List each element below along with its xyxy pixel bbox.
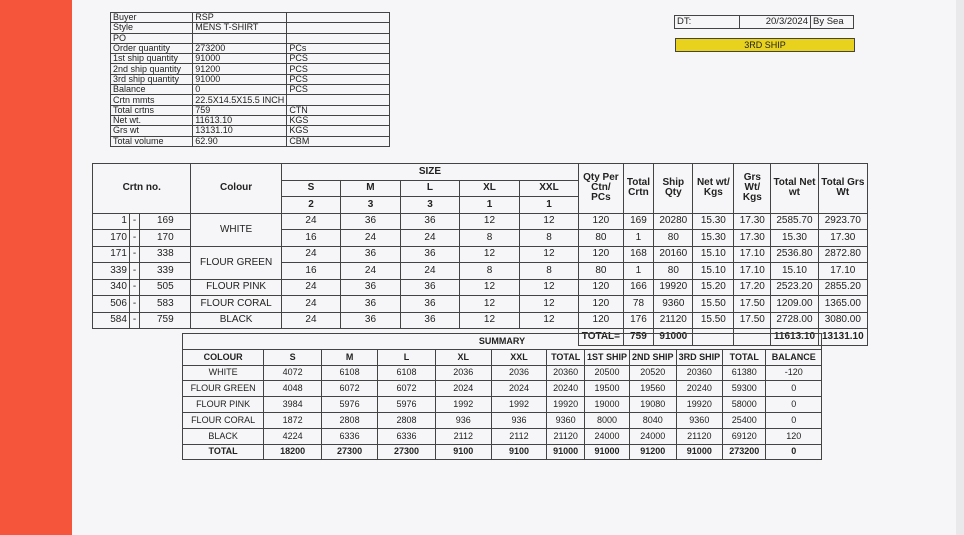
cell-per-ctn: 80 bbox=[579, 263, 623, 280]
info-label: Net wt. bbox=[111, 115, 193, 125]
background-edge-right bbox=[956, 0, 964, 535]
crtn-to: 339 bbox=[140, 263, 191, 280]
crtn-to: 338 bbox=[140, 246, 191, 263]
info-label: PO bbox=[111, 33, 193, 43]
info-value: 759 bbox=[193, 105, 287, 115]
size-label: XL bbox=[460, 180, 520, 197]
summary-cell: 8000 bbox=[585, 412, 630, 428]
packing-table bbox=[92, 163, 868, 346]
summary-cell: 936 bbox=[491, 412, 547, 428]
summary-cell: 58000 bbox=[723, 397, 766, 413]
crtn-from: 1 bbox=[93, 213, 130, 230]
summary-cell: 6108 bbox=[378, 365, 436, 381]
summary-total-cell: 273200 bbox=[723, 444, 766, 460]
summary-cell: 120 bbox=[766, 428, 822, 444]
cell-net: 15.30 bbox=[693, 230, 734, 247]
cell-ship: 19920 bbox=[654, 279, 693, 296]
size-qty: 24 bbox=[281, 213, 341, 230]
crtn-from: 506 bbox=[93, 296, 130, 313]
cell-tnet: 2536.80 bbox=[771, 246, 818, 263]
total-grs-header: Total Grs Wt bbox=[818, 164, 867, 214]
size-ratio: 3 bbox=[400, 197, 460, 214]
summary-header: 2ND SHIP bbox=[630, 349, 677, 365]
size-qty: 36 bbox=[341, 213, 401, 230]
summary-cell: 2112 bbox=[491, 428, 547, 444]
crtn-from: 584 bbox=[93, 312, 130, 329]
cell-tnet: 2523.20 bbox=[771, 279, 818, 296]
info-unit bbox=[287, 95, 390, 105]
summary-cell: 21120 bbox=[547, 428, 585, 444]
size-qty: 12 bbox=[519, 213, 579, 230]
info-row bbox=[111, 136, 390, 146]
summary-total-cell: 91000 bbox=[585, 444, 630, 460]
crtn-from: 170 bbox=[93, 230, 130, 247]
summary-table bbox=[182, 333, 822, 460]
crtn-to: 759 bbox=[140, 312, 191, 329]
summary-total-cell: 27300 bbox=[322, 444, 378, 460]
info-label: Balance bbox=[111, 85, 193, 95]
size-qty: 36 bbox=[400, 213, 460, 230]
info-row bbox=[111, 13, 390, 23]
summary-cell: 4048 bbox=[264, 381, 322, 397]
info-unit: KGS bbox=[287, 115, 390, 125]
total-crtn-header: Total Crtn bbox=[623, 164, 654, 214]
size-qty: 36 bbox=[400, 312, 460, 329]
summary-header: 1ST SHIP bbox=[585, 349, 630, 365]
crtn-to: 505 bbox=[140, 279, 191, 296]
size-qty: 8 bbox=[519, 263, 579, 280]
size-qty: 16 bbox=[281, 230, 341, 247]
summary-cell: 8040 bbox=[630, 412, 677, 428]
summary-cell: 20520 bbox=[630, 365, 677, 381]
crtn-to: 170 bbox=[140, 230, 191, 247]
size-qty: 8 bbox=[460, 230, 520, 247]
summary-header: S bbox=[264, 349, 322, 365]
cell-tgrs: 17.30 bbox=[818, 230, 867, 247]
summary-row bbox=[183, 381, 822, 397]
packing-row bbox=[93, 312, 868, 329]
packing-row bbox=[93, 246, 868, 263]
size-qty: 36 bbox=[341, 312, 401, 329]
colour-cell: FLOUR CORAL bbox=[191, 296, 281, 313]
cell-tnet: 15.10 bbox=[771, 263, 818, 280]
summary-cell: WHITE bbox=[183, 365, 264, 381]
summary-cell: 4072 bbox=[264, 365, 322, 381]
cell-crtn: 166 bbox=[623, 279, 654, 296]
info-row bbox=[111, 33, 390, 43]
grs-wt-header: Grs Wt/ Kgs bbox=[734, 164, 771, 214]
size-ratio: 2 bbox=[281, 197, 341, 214]
cell-ship: 21120 bbox=[654, 312, 693, 329]
info-unit: PCs bbox=[287, 43, 390, 53]
info-value: 11613.10 bbox=[193, 115, 287, 125]
crtn-separator: - bbox=[129, 230, 139, 247]
cell-tnet: 1209.00 bbox=[771, 296, 818, 313]
ship-qty-header: Ship Qty bbox=[654, 164, 693, 214]
summary-cell: 1992 bbox=[491, 397, 547, 413]
summary-cell: 19920 bbox=[547, 397, 585, 413]
ship-badge: 3RD SHIP bbox=[675, 38, 855, 52]
qty-per-ctn-header: Qty Per Ctn/ PCs bbox=[579, 164, 623, 214]
info-value: 91000 bbox=[193, 54, 287, 64]
info-unit: PCS bbox=[287, 64, 390, 74]
cell-tnet: 2585.70 bbox=[771, 213, 818, 230]
summary-total-cell: 91000 bbox=[547, 444, 585, 460]
size-qty: 12 bbox=[519, 296, 579, 313]
packing-row bbox=[93, 279, 868, 296]
summary-cell: 20240 bbox=[676, 381, 723, 397]
cell-net: 15.30 bbox=[693, 213, 734, 230]
cell-per-ctn: 120 bbox=[579, 296, 623, 313]
summary-cell: 2808 bbox=[322, 412, 378, 428]
info-label: Grs wt bbox=[111, 126, 193, 136]
colour-cell: BLACK bbox=[191, 312, 281, 329]
crtn-separator: - bbox=[129, 246, 139, 263]
total-grs: 13131.10 bbox=[818, 329, 867, 346]
summary-cell: 0 bbox=[766, 412, 822, 428]
info-label: Total volume bbox=[111, 136, 193, 146]
size-qty: 12 bbox=[460, 279, 520, 296]
cell-tgrs: 17.10 bbox=[818, 263, 867, 280]
summary-cell: -120 bbox=[766, 365, 822, 381]
summary-total-cell: 91200 bbox=[630, 444, 677, 460]
summary-total-cell: 91000 bbox=[676, 444, 723, 460]
cell-crtn: 168 bbox=[623, 246, 654, 263]
size-qty: 36 bbox=[400, 246, 460, 263]
crtn-no-header: Crtn no. bbox=[93, 164, 191, 214]
summary-cell: 2036 bbox=[491, 365, 547, 381]
total-net-header: Total Net wt bbox=[771, 164, 818, 214]
cell-per-ctn: 120 bbox=[579, 246, 623, 263]
info-label: Order quantity bbox=[111, 43, 193, 53]
summary-row bbox=[183, 397, 822, 413]
size-qty: 36 bbox=[341, 279, 401, 296]
info-row bbox=[111, 74, 390, 84]
size-qty: 24 bbox=[281, 296, 341, 313]
info-unit bbox=[287, 13, 390, 23]
summary-header: BALANCE bbox=[766, 349, 822, 365]
date-value: 20/3/2024 bbox=[740, 16, 811, 29]
info-unit: PCS bbox=[287, 85, 390, 95]
info-value: 91000 bbox=[193, 74, 287, 84]
colour-cell: FLOUR GREEN bbox=[191, 246, 281, 279]
colour-cell: FLOUR PINK bbox=[191, 279, 281, 296]
cell-tgrs: 3080.00 bbox=[818, 312, 867, 329]
info-label: Style bbox=[111, 23, 193, 33]
info-label: Buyer bbox=[111, 13, 193, 23]
info-label: 1st ship quantity bbox=[111, 54, 193, 64]
crtn-separator: - bbox=[129, 312, 139, 329]
summary-cell: 19920 bbox=[676, 397, 723, 413]
cell-tgrs: 2872.80 bbox=[818, 246, 867, 263]
info-unit: PCS bbox=[287, 74, 390, 84]
crtn-separator: - bbox=[129, 263, 139, 280]
summary-row bbox=[183, 412, 822, 428]
summary-header: TOTAL bbox=[723, 349, 766, 365]
info-label: 3rd ship quantity bbox=[111, 74, 193, 84]
crtn-separator: - bbox=[129, 279, 139, 296]
summary-row bbox=[183, 428, 822, 444]
size-qty: 16 bbox=[281, 263, 341, 280]
size-qty: 36 bbox=[341, 246, 401, 263]
summary-cell: 21120 bbox=[676, 428, 723, 444]
colour-cell: WHITE bbox=[191, 213, 281, 246]
summary-cell: 59300 bbox=[723, 381, 766, 397]
cell-grs: 17.30 bbox=[734, 230, 771, 247]
summary-cell: FLOUR GREEN bbox=[183, 381, 264, 397]
crtn-to: 583 bbox=[140, 296, 191, 313]
summary-header: XL bbox=[435, 349, 491, 365]
summary-cell: 2112 bbox=[435, 428, 491, 444]
summary-cell: 20500 bbox=[585, 365, 630, 381]
summary-cell: 6108 bbox=[322, 365, 378, 381]
cell-crtn: 1 bbox=[623, 230, 654, 247]
summary-cell: 20240 bbox=[547, 381, 585, 397]
info-value: 91200 bbox=[193, 64, 287, 74]
cell-grs: 17.20 bbox=[734, 279, 771, 296]
cell-per-ctn: 80 bbox=[579, 230, 623, 247]
summary-cell: 24000 bbox=[585, 428, 630, 444]
cell-tgrs: 2923.70 bbox=[818, 213, 867, 230]
size-qty: 36 bbox=[400, 279, 460, 296]
summary-cell: 9360 bbox=[676, 412, 723, 428]
cell-tgrs: 1365.00 bbox=[818, 296, 867, 313]
size-ratio: 1 bbox=[460, 197, 520, 214]
summary-cell: 3984 bbox=[264, 397, 322, 413]
total-label: TOTAL= bbox=[579, 329, 623, 346]
summary-cell: 6336 bbox=[322, 428, 378, 444]
summary-header: COLOUR bbox=[183, 349, 264, 365]
summary-cell: 0 bbox=[766, 381, 822, 397]
summary-cell: 24000 bbox=[630, 428, 677, 444]
cell-crtn: 169 bbox=[623, 213, 654, 230]
info-row bbox=[111, 115, 390, 125]
info-row bbox=[111, 126, 390, 136]
info-row bbox=[111, 23, 390, 33]
size-qty: 36 bbox=[400, 296, 460, 313]
size-qty: 12 bbox=[519, 246, 579, 263]
summary-cell: 6336 bbox=[378, 428, 436, 444]
info-unit bbox=[287, 33, 390, 43]
size-label: M bbox=[341, 180, 401, 197]
cell-per-ctn: 120 bbox=[579, 312, 623, 329]
summary-total-row bbox=[183, 444, 822, 460]
info-row bbox=[111, 54, 390, 64]
summary-cell: 936 bbox=[435, 412, 491, 428]
crtn-separator: - bbox=[129, 296, 139, 313]
cell-ship: 20280 bbox=[654, 213, 693, 230]
background-edge bbox=[0, 0, 72, 535]
summary-cell: 4224 bbox=[264, 428, 322, 444]
summary-cell: FLOUR PINK bbox=[183, 397, 264, 413]
summary-cell: 1872 bbox=[264, 412, 322, 428]
ship-mode: By Sea bbox=[811, 16, 854, 29]
cell-tgrs: 2855.20 bbox=[818, 279, 867, 296]
cell-grs: 17.30 bbox=[734, 213, 771, 230]
info-row bbox=[111, 43, 390, 53]
cell-ship: 80 bbox=[654, 230, 693, 247]
cell-ship: 20160 bbox=[654, 246, 693, 263]
net-wt-header: Net wt/ Kgs bbox=[693, 164, 734, 214]
info-label: Total crtns bbox=[111, 105, 193, 115]
summary-cell: 19560 bbox=[630, 381, 677, 397]
size-qty: 12 bbox=[460, 246, 520, 263]
info-unit: CTN bbox=[287, 105, 390, 115]
size-ratio: 3 bbox=[341, 197, 401, 214]
total-net: 11613.10 bbox=[771, 329, 818, 346]
size-qty: 24 bbox=[400, 263, 460, 280]
summary-header: M bbox=[322, 349, 378, 365]
cell-per-ctn: 120 bbox=[579, 213, 623, 230]
size-qty: 24 bbox=[341, 263, 401, 280]
summary-cell: 6072 bbox=[322, 381, 378, 397]
size-qty: 12 bbox=[460, 213, 520, 230]
info-unit: CBM bbox=[287, 136, 390, 146]
crtn-from: 171 bbox=[93, 246, 130, 263]
cell-per-ctn: 120 bbox=[579, 279, 623, 296]
summary-cell: 25400 bbox=[723, 412, 766, 428]
total-crtn: 759 bbox=[623, 329, 654, 346]
size-ratio: 1 bbox=[519, 197, 579, 214]
info-row bbox=[111, 105, 390, 115]
summary-total-cell: 18200 bbox=[264, 444, 322, 460]
info-value: 22.5X14.5X15.5 INCH bbox=[193, 95, 287, 105]
crtn-from: 339 bbox=[93, 263, 130, 280]
size-qty: 24 bbox=[400, 230, 460, 247]
cell-net: 15.10 bbox=[693, 246, 734, 263]
date-label: DT: bbox=[675, 16, 740, 29]
size-label: XXL bbox=[519, 180, 579, 197]
info-unit bbox=[287, 23, 390, 33]
packing-row bbox=[93, 213, 868, 230]
cell-tnet: 2728.00 bbox=[771, 312, 818, 329]
size-qty: 36 bbox=[341, 296, 401, 313]
summary-title: SUMMARY bbox=[183, 334, 822, 350]
summary-cell: 5976 bbox=[322, 397, 378, 413]
size-qty: 12 bbox=[519, 312, 579, 329]
cell-net: 15.50 bbox=[693, 312, 734, 329]
summary-cell: 19080 bbox=[630, 397, 677, 413]
summary-row bbox=[183, 365, 822, 381]
cell-grs: 17.10 bbox=[734, 246, 771, 263]
info-value bbox=[193, 33, 287, 43]
info-label: 2nd ship quantity bbox=[111, 64, 193, 74]
summary-cell: 2808 bbox=[378, 412, 436, 428]
info-row bbox=[111, 85, 390, 95]
summary-cell: 61380 bbox=[723, 365, 766, 381]
cell-ship: 80 bbox=[654, 263, 693, 280]
summary-total-cell: 27300 bbox=[378, 444, 436, 460]
summary-total-cell: 0 bbox=[766, 444, 822, 460]
size-qty: 12 bbox=[460, 296, 520, 313]
summary-cell: 5976 bbox=[378, 397, 436, 413]
summary-cell: BLACK bbox=[183, 428, 264, 444]
summary-cell: FLOUR CORAL bbox=[183, 412, 264, 428]
size-label: L bbox=[400, 180, 460, 197]
summary-cell: 6072 bbox=[378, 381, 436, 397]
summary-cell: 20360 bbox=[547, 365, 585, 381]
size-qty: 12 bbox=[460, 312, 520, 329]
info-row bbox=[111, 64, 390, 74]
size-qty: 24 bbox=[281, 246, 341, 263]
summary-cell: 2024 bbox=[435, 381, 491, 397]
size-qty: 24 bbox=[281, 279, 341, 296]
cell-net: 15.20 bbox=[693, 279, 734, 296]
info-unit: KGS bbox=[287, 126, 390, 136]
info-row bbox=[111, 95, 390, 105]
colour-header: Colour bbox=[191, 164, 281, 214]
summary-cell: 2024 bbox=[491, 381, 547, 397]
size-qty: 24 bbox=[281, 312, 341, 329]
summary-cell: 19500 bbox=[585, 381, 630, 397]
summary-cell: 1992 bbox=[435, 397, 491, 413]
summary-header: XXL bbox=[491, 349, 547, 365]
cell-grs: 17.50 bbox=[734, 296, 771, 313]
summary-cell: 19000 bbox=[585, 397, 630, 413]
crtn-to: 169 bbox=[140, 213, 191, 230]
packing-row bbox=[93, 296, 868, 313]
size-qty: 8 bbox=[519, 230, 579, 247]
size-header: SIZE bbox=[281, 164, 579, 181]
summary-total-cell: 9100 bbox=[491, 444, 547, 460]
summary-cell: 2036 bbox=[435, 365, 491, 381]
summary-header: L bbox=[378, 349, 436, 365]
summary-cell: 9360 bbox=[547, 412, 585, 428]
summary-total-cell: 9100 bbox=[435, 444, 491, 460]
summary-cell: 69120 bbox=[723, 428, 766, 444]
info-value: 62.90 bbox=[193, 136, 287, 146]
size-qty: 24 bbox=[341, 230, 401, 247]
total-ship: 91000 bbox=[654, 329, 693, 346]
cell-grs: 17.50 bbox=[734, 312, 771, 329]
summary-cell: 20360 bbox=[676, 365, 723, 381]
summary-cell: 0 bbox=[766, 397, 822, 413]
date-box bbox=[674, 15, 854, 29]
shipment-info-table bbox=[110, 12, 390, 147]
info-value: RSP bbox=[193, 13, 287, 23]
cell-crtn: 176 bbox=[623, 312, 654, 329]
info-value: MENS T-SHIRT bbox=[193, 23, 287, 33]
size-qty: 12 bbox=[519, 279, 579, 296]
cell-ship: 9360 bbox=[654, 296, 693, 313]
crtn-from: 340 bbox=[93, 279, 130, 296]
cell-tnet: 15.30 bbox=[771, 230, 818, 247]
info-value: 13131.10 bbox=[193, 126, 287, 136]
size-qty: 8 bbox=[460, 263, 520, 280]
summary-total-cell: TOTAL bbox=[183, 444, 264, 460]
info-unit: PCS bbox=[287, 54, 390, 64]
cell-grs: 17.10 bbox=[734, 263, 771, 280]
summary-header: TOTAL bbox=[547, 349, 585, 365]
info-value: 273200 bbox=[193, 43, 287, 53]
info-label: Crtn mmts bbox=[111, 95, 193, 105]
crtn-separator: - bbox=[129, 213, 139, 230]
summary-header: 3RD SHIP bbox=[676, 349, 723, 365]
size-label: S bbox=[281, 180, 341, 197]
cell-crtn: 1 bbox=[623, 263, 654, 280]
cell-net: 15.10 bbox=[693, 263, 734, 280]
cell-crtn: 78 bbox=[623, 296, 654, 313]
info-value: 0 bbox=[193, 85, 287, 95]
cell-net: 15.50 bbox=[693, 296, 734, 313]
